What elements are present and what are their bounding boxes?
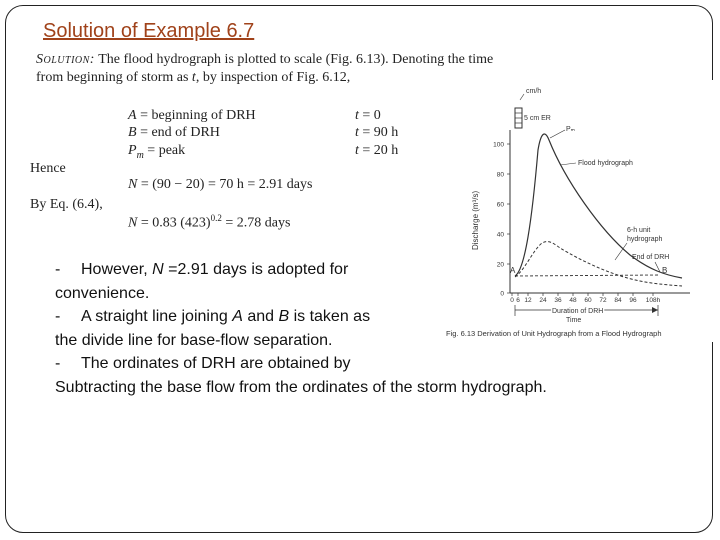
y-tick-label: 20 xyxy=(496,261,504,269)
bullet-1: - However, N =2.91 days is adopted for xyxy=(55,261,349,278)
rain-intensity-label: cm/h xyxy=(526,88,542,95)
y-tick-label: 0 xyxy=(500,290,504,298)
y-tick-label: 80 xyxy=(496,171,504,179)
x-tick-label: 84 xyxy=(614,297,622,304)
duration-label: Duration of DRH xyxy=(552,308,604,315)
x-tick-label: 48 xyxy=(569,297,577,304)
bullet-3-cont: Subtracting the base flow from the ordinates of the storm hydrograph. xyxy=(55,378,547,396)
def-row-b-time: t = 90 h xyxy=(355,125,399,140)
x-tick-label: 108h xyxy=(645,297,661,304)
x-tick-label: 60 xyxy=(584,297,592,304)
unit-hydrograph-label: 6-h unit xyxy=(627,227,651,234)
x-tick-label: 72 xyxy=(599,297,607,304)
by-eq-label: By Eq. (6.4), xyxy=(30,197,103,212)
def-row-a: A = beginning of DRH xyxy=(128,108,256,123)
bullet-3: - The ordinates of DRH are obtained by xyxy=(55,355,351,372)
equation-2: N = 0.83 $(423)^{0.2} = 2.78$ days xyxy=(128,213,291,231)
x-tick-label: 24 xyxy=(539,297,547,304)
x-tick-label: 6 xyxy=(516,297,520,304)
solution-line xyxy=(36,52,493,68)
x-tick-label: 96 xyxy=(629,297,637,304)
bullet-2-cont: the divide line for base-flow separation. xyxy=(55,331,333,349)
def-row-pm: $P_m$ = peak xyxy=(128,143,186,161)
x-tick-label: 12 xyxy=(524,297,532,304)
bullet-list xyxy=(55,258,655,399)
y-axis-label: Discharge (m³/s) xyxy=(471,190,480,250)
hence-label: Hence xyxy=(30,161,66,176)
x-tick-label: 36 xyxy=(554,297,562,304)
point-a-label: A xyxy=(510,266,516,275)
y-tick-label: 40 xyxy=(496,231,504,239)
time-label: Time xyxy=(566,317,582,324)
figure-caption: Fig. 6.13 Derivation of Unit Hydrograph from a Flood Hydrograph xyxy=(446,329,662,338)
point-b-label: B xyxy=(662,266,668,275)
solution-label: Solution: xyxy=(36,52,95,67)
bullet-1-cont: convenience. xyxy=(55,284,150,302)
slide-title: Solution of Example 6.7 xyxy=(43,20,255,42)
end-of-drh-label: End of DRH xyxy=(632,254,670,261)
equation-1: N = (90 − 20) = 70 h = 2.91 days xyxy=(128,177,313,192)
flood-hydrograph-label: Flood hydrograph xyxy=(578,160,633,167)
solution-text: The flood hydrograph is plotted to scale (Fig. 6.13). Denoting the time xyxy=(98,52,494,67)
def-row-a-time: t = 0 xyxy=(355,108,381,123)
peak-label: Pₘ xyxy=(566,126,576,133)
unit-hydrograph-label-2: hydrograph xyxy=(627,236,663,243)
y-tick-label: 100 xyxy=(493,141,504,149)
y-tick-label: 60 xyxy=(496,201,504,209)
def-row-b: B = end of DRH xyxy=(128,125,220,140)
solution-line-2: from beginning of storm as t, by inspection of Fig. 6.12, xyxy=(36,70,351,85)
excess-rain-label: 5 cm ER xyxy=(524,115,551,122)
def-row-pm-time: t = 20 h xyxy=(355,143,399,158)
bullet-2: - A straight line joining A and B is taken as xyxy=(55,308,371,325)
x-tick-label: 0 xyxy=(510,297,514,304)
